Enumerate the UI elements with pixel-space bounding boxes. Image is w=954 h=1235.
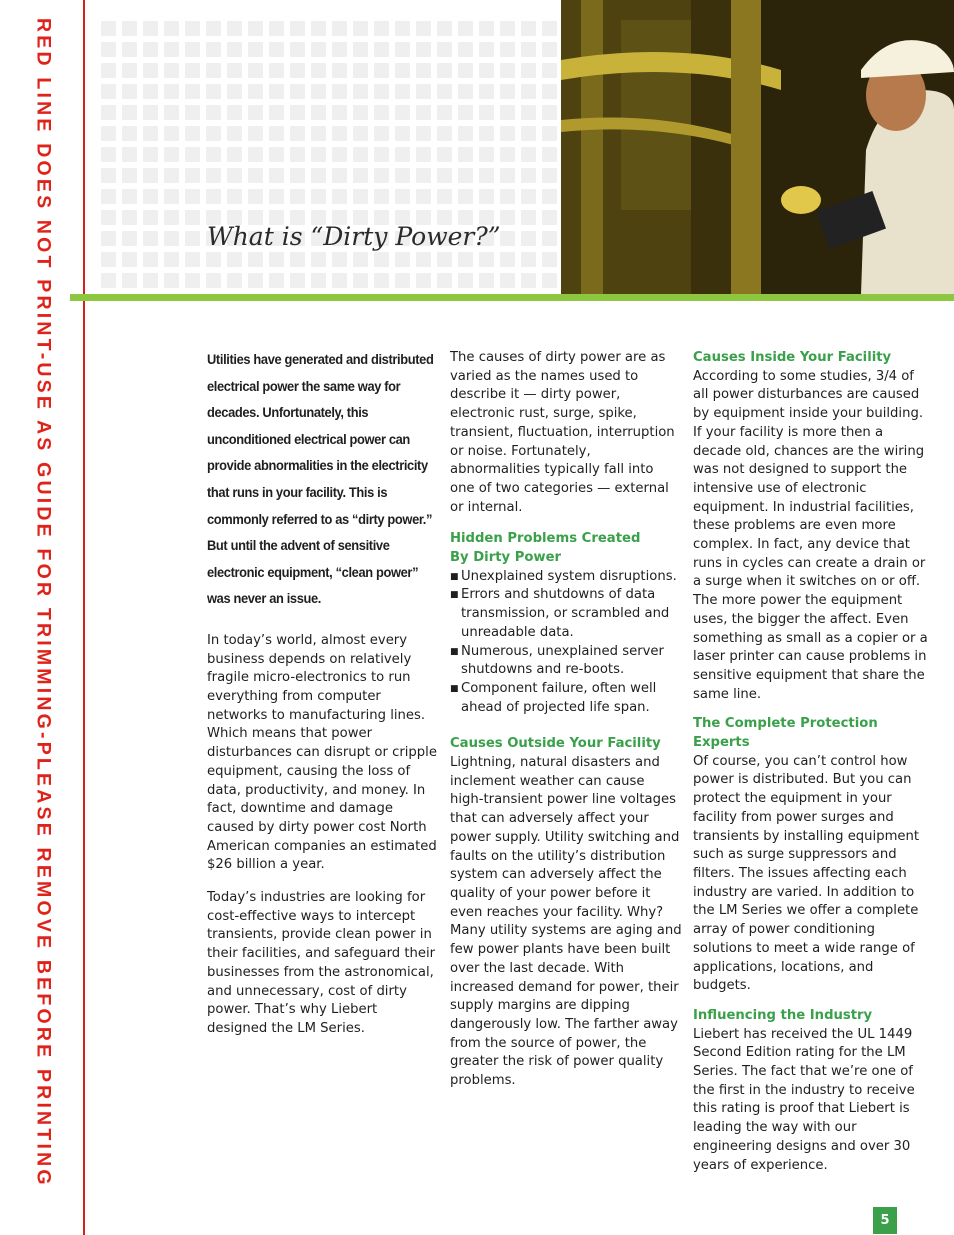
pattern-tile: [395, 84, 410, 99]
pattern-tile: [521, 105, 536, 120]
pattern-tile: [479, 21, 494, 36]
pattern-tile: [269, 189, 284, 204]
trim-guide-line: [83, 0, 85, 1235]
pattern-tile: [542, 126, 557, 141]
pattern-tile: [290, 21, 305, 36]
pattern-tile: [437, 21, 452, 36]
pattern-tile: [437, 126, 452, 141]
pattern-tile: [437, 42, 452, 57]
pattern-tile: [374, 84, 389, 99]
pattern-tile: [521, 273, 536, 288]
pattern-tile: [416, 105, 431, 120]
pattern-tile: [185, 105, 200, 120]
body-paragraph: Liebert has received the UL 1449 Second Edition rating for the LM Series. The fact that we’re one of the first in the industry to receive this rating is proof that Liebert is leading the way with our engineering designs and over 30 years of experience.: [693, 1026, 915, 1173]
pattern-tile: [290, 126, 305, 141]
pattern-tile: [164, 189, 179, 204]
pattern-tile: [416, 42, 431, 57]
pattern-tile: [542, 21, 557, 36]
pattern-tile: [290, 168, 305, 183]
section-heading: Hidden Problems Created: [450, 531, 641, 547]
pattern-tile: [122, 210, 137, 225]
pattern-tile: [101, 273, 116, 288]
pattern-tile: [332, 189, 347, 204]
pattern-tile: [164, 126, 179, 141]
pattern-tile: [269, 84, 284, 99]
pattern-tile: [542, 273, 557, 288]
pattern-tile: [395, 189, 410, 204]
pattern-tile: [353, 84, 368, 99]
pattern-tile: [227, 189, 242, 204]
pattern-tile: [521, 42, 536, 57]
pattern-tile: [269, 63, 284, 78]
pattern-tile: [185, 189, 200, 204]
pattern-tile: [248, 42, 263, 57]
pattern-tile: [332, 105, 347, 120]
pattern-tile: [479, 189, 494, 204]
pattern-tile: [143, 126, 158, 141]
pattern-tile: [437, 252, 452, 267]
pattern-tile: [542, 231, 557, 246]
pattern-tile: [395, 273, 410, 288]
pattern-tile: [311, 189, 326, 204]
pattern-tile: [122, 168, 137, 183]
pattern-tile: [269, 252, 284, 267]
pattern-tile: [164, 105, 179, 120]
column-1: [207, 346, 439, 1053]
lead-paragraph: Utilities have generated and distributed electrical power the same way for decades. Unfortunately, this unconditioned electrical power can provide abnormalities in the electricity that runs in your facility. This is commonly referred to as “dirty power.” But until the advent of sensitive electronic equipment, “clean power” was never an issue.: [207, 351, 434, 607]
pattern-tile: [416, 147, 431, 162]
intro-paragraph: The causes of dirty power are as varied as the names used to describe it — dirty power, electronic rust, surge, spike, transient, fluctuation, interruption or noise. Fortunately, abnormalities typically fall into one of two categories — external or internal.: [450, 350, 675, 515]
pattern-tile: [290, 42, 305, 57]
pattern-tile: [164, 252, 179, 267]
pattern-tile: [248, 84, 263, 99]
pattern-tile: [227, 42, 242, 57]
pattern-tile: [521, 189, 536, 204]
pattern-tile: [332, 42, 347, 57]
pattern-tile: [143, 273, 158, 288]
pattern-tile: [206, 126, 221, 141]
pattern-tile: [311, 63, 326, 78]
pattern-tile: [416, 168, 431, 183]
pattern-tile: [227, 147, 242, 162]
pattern-tile: [311, 273, 326, 288]
pattern-tile: [437, 84, 452, 99]
pattern-tile: [164, 21, 179, 36]
pattern-tile: [227, 168, 242, 183]
pattern-tile: [101, 42, 116, 57]
pattern-tile: [353, 189, 368, 204]
pattern-tile: [101, 84, 116, 99]
pattern-tile: [101, 168, 116, 183]
pattern-tile: [332, 273, 347, 288]
pattern-tile: [332, 147, 347, 162]
pattern-tile: [269, 42, 284, 57]
pattern-tile: [311, 168, 326, 183]
pattern-tile: [164, 84, 179, 99]
body-paragraph: In today’s world, almost every business depends on relatively fragile micro-electronics to run everything from computer networks to manufacturing lines. Which means that power disturbances can disrupt or cripple equipment, causing the loss of data, productivity, and money. In fact, downtime and damage caused by dirty power cost North American companies an estimated $26 billion a year.: [207, 632, 437, 873]
pattern-tile: [500, 147, 515, 162]
pattern-tile: [353, 126, 368, 141]
trim-guide-note: RED LINE DOES NOT PRINT-USE AS GUIDE FOR TRIMMING-PLEASE REMOVE BEFORE PRINTING: [32, 18, 55, 1188]
pattern-tile: [437, 189, 452, 204]
pattern-tile: [500, 231, 515, 246]
section-heading: The Complete Protection Experts: [693, 716, 878, 751]
pattern-tile: [521, 252, 536, 267]
pattern-tile: [437, 147, 452, 162]
section-heading: Causes Outside Your Facility: [450, 736, 661, 752]
pattern-tile: [479, 273, 494, 288]
pattern-tile: [353, 147, 368, 162]
pattern-tile: [269, 126, 284, 141]
industrial-worker-photo: [561, 0, 954, 294]
pattern-tile: [185, 210, 200, 225]
pattern-tile: [458, 168, 473, 183]
section-heading: Causes Inside Your Facility: [693, 350, 892, 365]
pattern-tile: [332, 252, 347, 267]
pattern-tile: [248, 273, 263, 288]
pattern-tile: [353, 168, 368, 183]
column-2: [450, 349, 682, 1105]
pattern-tile: [185, 42, 200, 57]
pattern-tile: [374, 21, 389, 36]
pattern-tile: [500, 84, 515, 99]
pattern-tile: [185, 126, 200, 141]
pattern-tile: [332, 84, 347, 99]
pattern-tile: [542, 42, 557, 57]
pattern-tile: [143, 189, 158, 204]
pattern-tile: [542, 210, 557, 225]
pattern-tile: [185, 84, 200, 99]
pattern-tile: [122, 21, 137, 36]
pattern-tile: [458, 252, 473, 267]
pattern-tile: [101, 189, 116, 204]
pattern-tile: [164, 210, 179, 225]
body-paragraph: Today’s industries are looking for cost-effective ways to intercept transients, provide clean power in their facilities, and safeguard their businesses from the astronomical, and unnecessary, cost of dirty power. That’s why Liebert designed the LM Series.: [207, 890, 436, 1036]
pattern-tile: [521, 231, 536, 246]
pattern-tile: [353, 252, 368, 267]
pattern-tile: [248, 252, 263, 267]
pattern-tile: [143, 252, 158, 267]
pattern-tile: [206, 147, 221, 162]
pattern-tile: [227, 63, 242, 78]
pattern-tile: [122, 147, 137, 162]
pattern-tile: [311, 42, 326, 57]
pattern-tile: [500, 273, 515, 288]
pattern-tile: [500, 189, 515, 204]
pattern-tile: [458, 21, 473, 36]
pattern-tile: [374, 189, 389, 204]
pattern-tile: [437, 273, 452, 288]
page-title: What is “Dirty Power?”: [207, 222, 501, 251]
pattern-tile: [542, 63, 557, 78]
pattern-tile: [269, 147, 284, 162]
pattern-tile: [479, 168, 494, 183]
pattern-tile: [458, 189, 473, 204]
pattern-tile: [416, 273, 431, 288]
pattern-tile: [101, 231, 116, 246]
pattern-tile: [479, 105, 494, 120]
pattern-tile: [290, 189, 305, 204]
pattern-tile: [206, 252, 221, 267]
pattern-tile: [248, 63, 263, 78]
pattern-tile: [500, 168, 515, 183]
pattern-tile: [248, 147, 263, 162]
pattern-tile: [206, 273, 221, 288]
pattern-tile: [353, 273, 368, 288]
pattern-tile: [458, 147, 473, 162]
pattern-tile: [290, 105, 305, 120]
list-item: ■ Numerous, unexplained server shutdowns and re-boots.: [450, 643, 682, 680]
pattern-tile: [521, 210, 536, 225]
pattern-tile: [374, 147, 389, 162]
pattern-tile: [122, 42, 137, 57]
pattern-tile: [122, 126, 137, 141]
problem-list: [450, 568, 682, 718]
pattern-tile: [143, 63, 158, 78]
pattern-tile: [248, 105, 263, 120]
pattern-tile: [437, 105, 452, 120]
pattern-tile: [122, 273, 137, 288]
pattern-tile: [500, 126, 515, 141]
pattern-tile: [227, 21, 242, 36]
pattern-tile: [542, 189, 557, 204]
pattern-tile: [143, 147, 158, 162]
pattern-tile: [521, 126, 536, 141]
pattern-tile: [395, 42, 410, 57]
pattern-tile: [101, 105, 116, 120]
pattern-tile: [227, 273, 242, 288]
pattern-tile: [164, 63, 179, 78]
pattern-tile: [395, 63, 410, 78]
pattern-tile: [332, 126, 347, 141]
pattern-tile: [248, 126, 263, 141]
pattern-tile: [185, 168, 200, 183]
pattern-tile: [416, 189, 431, 204]
pattern-tile: [290, 273, 305, 288]
pattern-tile: [143, 42, 158, 57]
pattern-tile: [353, 63, 368, 78]
pattern-tile: [143, 105, 158, 120]
pattern-tile: [185, 147, 200, 162]
pattern-tile: [227, 252, 242, 267]
pattern-tile: [458, 105, 473, 120]
pattern-tile: [332, 168, 347, 183]
pattern-tile: [395, 147, 410, 162]
pattern-tile: [185, 63, 200, 78]
pattern-tile: [542, 105, 557, 120]
pattern-tile: [206, 105, 221, 120]
pattern-tile: [185, 21, 200, 36]
list-item: ■ Component failure, often well ahead of projected life span.: [450, 680, 682, 717]
pattern-tile: [101, 252, 116, 267]
pattern-tile: [437, 63, 452, 78]
pattern-tile: [374, 105, 389, 120]
pattern-tile: [416, 63, 431, 78]
section-heading: Influencing the Industry: [693, 1007, 873, 1023]
pattern-tile: [521, 147, 536, 162]
pattern-tile: [416, 126, 431, 141]
pattern-tile: [101, 126, 116, 141]
pattern-tile: [479, 147, 494, 162]
pattern-tile: [374, 63, 389, 78]
pattern-tile: [521, 21, 536, 36]
pattern-tile: [122, 252, 137, 267]
pattern-tile: [374, 42, 389, 57]
pattern-tile: [164, 168, 179, 183]
pattern-tile: [143, 21, 158, 36]
pattern-tile: [374, 273, 389, 288]
pattern-tile: [248, 168, 263, 183]
pattern-tile: [101, 63, 116, 78]
pattern-tile: [164, 273, 179, 288]
pattern-tile: [542, 84, 557, 99]
body-paragraph: Of course, you can’t control how power is distributed. But you can protect the equipment in your facility from power surges and transients by installing equipment such as surge suppressors and filters. The issues affecting each industry are varied. In addition to the LM Series we offer a complete array of power conditioning solutions to meet a wide range of applications, locations, and budgets.: [693, 753, 920, 994]
pattern-tile: [248, 21, 263, 36]
pattern-tile: [101, 147, 116, 162]
pattern-tile: [332, 63, 347, 78]
pattern-tile: [248, 189, 263, 204]
pattern-tile: [500, 21, 515, 36]
pattern-tile: [395, 105, 410, 120]
pattern-tile: [395, 252, 410, 267]
pattern-tile: [206, 42, 221, 57]
pattern-tile: [374, 252, 389, 267]
pattern-tile: [206, 21, 221, 36]
pattern-tile: [185, 273, 200, 288]
pattern-tile: [269, 168, 284, 183]
pattern-tile: [416, 84, 431, 99]
pattern-tile: [122, 231, 137, 246]
pattern-tile: [206, 189, 221, 204]
pattern-tile: [479, 252, 494, 267]
pattern-tile: [458, 126, 473, 141]
pattern-tile: [458, 273, 473, 288]
pattern-tile: [101, 21, 116, 36]
pattern-tile: [311, 84, 326, 99]
pattern-tile: [122, 105, 137, 120]
pattern-tile: [374, 126, 389, 141]
pattern-tile: [143, 84, 158, 99]
pattern-tile: [395, 168, 410, 183]
pattern-tile: [332, 21, 347, 36]
pattern-tile: [521, 168, 536, 183]
pattern-tile: [416, 252, 431, 267]
pattern-tile: [353, 42, 368, 57]
pattern-tile: [269, 105, 284, 120]
column-3: [693, 349, 928, 1189]
pattern-tile: [542, 168, 557, 183]
pattern-tile: [311, 21, 326, 36]
pattern-tile: [143, 210, 158, 225]
pattern-tile: [290, 63, 305, 78]
pattern-tile: [353, 105, 368, 120]
section-heading: By Dirty Power: [450, 550, 562, 566]
pattern-tile: [311, 147, 326, 162]
pattern-tile: [206, 168, 221, 183]
pattern-tile: [143, 168, 158, 183]
pattern-tile: [458, 84, 473, 99]
pattern-tile: [311, 126, 326, 141]
pattern-tile: [290, 84, 305, 99]
pattern-tile: [500, 42, 515, 57]
pattern-tile: [290, 147, 305, 162]
body-paragraph: According to some studies, 3/4 of all power disturbances are caused by equipment inside your building. If your facility is more then a decade old, chances are the wiring was not designed to support the intensive use of electronic equipment. In industrial facilities, these problems are even more complex. In fact, any device that runs in cycles can create a drain or a surge when it switches on or off. The more power the equipment uses, the bigger the affect. Even something as small as a copier or a laser printer can cause problems in sensitive equipment that share the same line.: [693, 368, 928, 702]
pattern-tile: [521, 63, 536, 78]
pattern-tile: [521, 84, 536, 99]
pattern-tile: [395, 126, 410, 141]
pattern-tile: [542, 147, 557, 162]
list-item: ■ Errors and shutdowns of data transmission, or scrambled and unreadable data.: [450, 586, 682, 642]
pattern-tile: [122, 84, 137, 99]
pattern-tile: [500, 105, 515, 120]
pattern-tile: [206, 84, 221, 99]
pattern-tile: [227, 126, 242, 141]
pattern-tile: [458, 63, 473, 78]
pattern-tile: [395, 21, 410, 36]
pattern-tile: [164, 147, 179, 162]
pattern-tile: [458, 42, 473, 57]
pattern-tile: [122, 189, 137, 204]
pattern-tile: [143, 231, 158, 246]
pattern-tile: [227, 105, 242, 120]
pattern-tile: [542, 252, 557, 267]
header-pattern: [98, 18, 560, 296]
pattern-tile: [185, 231, 200, 246]
pattern-tile: [269, 21, 284, 36]
pattern-tile: [437, 168, 452, 183]
pattern-tile: [374, 168, 389, 183]
pattern-tile: [311, 252, 326, 267]
pattern-tile: [269, 273, 284, 288]
pattern-tile: [290, 252, 305, 267]
pattern-tile: [164, 231, 179, 246]
pattern-tile: [416, 21, 431, 36]
pattern-tile: [101, 210, 116, 225]
pattern-tile: [500, 252, 515, 267]
header-rule: [70, 294, 954, 301]
pattern-tile: [164, 42, 179, 57]
pattern-tile: [500, 210, 515, 225]
list-item: ■ Unexplained system disruptions.: [450, 568, 682, 587]
pattern-tile: [185, 252, 200, 267]
pattern-tile: [311, 105, 326, 120]
pattern-tile: [206, 63, 221, 78]
pattern-tile: [479, 42, 494, 57]
pattern-tile: [479, 63, 494, 78]
pattern-tile: [479, 126, 494, 141]
pattern-tile: [122, 63, 137, 78]
page-number: 5: [873, 1207, 897, 1234]
pattern-tile: [500, 63, 515, 78]
pattern-tile: [227, 84, 242, 99]
pattern-tile: [479, 84, 494, 99]
pattern-tile: [353, 21, 368, 36]
body-paragraph: Lightning, natural disasters and inclement weather can cause high-transient power line voltages that can adversely affect your power supply. Utility switching and faults on the utility’s distribution system can adversely affect the quality of your power before it even reaches your facility. Why? Many utility systems are aging and few power plants have been built over the last decade. With increased demand for power, their supply margins are dipping dangerously low. The farther away from the source of power, the greater the risk of power quality problems.: [450, 755, 682, 1089]
header-photo: [561, 0, 954, 294]
